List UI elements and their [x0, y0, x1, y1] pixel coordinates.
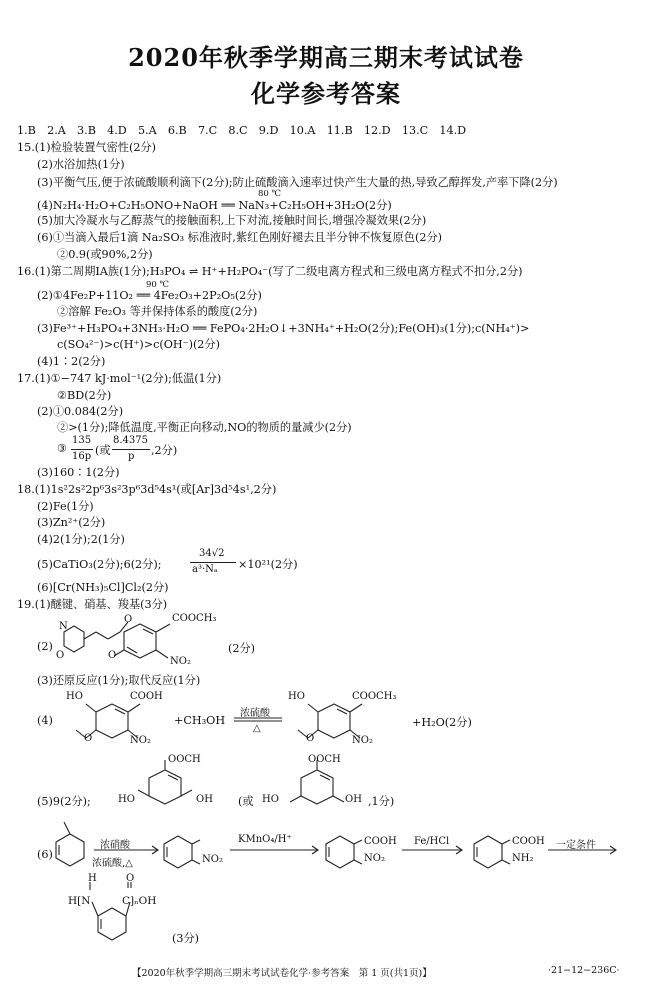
reactant-cooh-label: COOH	[130, 691, 163, 702]
q19-5-isomer-2	[262, 756, 372, 816]
q16-4: (4)1∶2(2分)	[37, 355, 106, 368]
q18-5-text: (5)CaTiO₃(2分);6(2分);	[37, 558, 162, 571]
q15-6b: ②0.9(或90%,2分)	[57, 248, 153, 261]
polymer-ring	[98, 908, 126, 940]
nitro-bond	[156, 650, 168, 658]
morpholine-n-label: N	[59, 621, 68, 632]
isomer1-oh-label: OH	[196, 794, 213, 805]
exam-title: 2020年秋季学期高三期末考试试卷	[128, 43, 524, 72]
footer-page-info: 【2020年秋季学期高三期末考试试卷化学·参考答案 第 1 页(共1页)】	[132, 968, 432, 979]
q17-1: 17.(1)①−747 kJ·mol⁻¹(2分);低温(1分)	[17, 372, 222, 385]
benzene-ring	[318, 704, 350, 738]
nitro-label-2: NO₂	[170, 656, 191, 667]
q19-5-isomer-1	[110, 756, 220, 816]
q18-5-end: ×10²¹(2分)	[238, 558, 298, 571]
polymer-left-label: H[N	[68, 895, 91, 907]
ester-bond	[350, 704, 362, 712]
q18-5-num: 34√2	[199, 548, 225, 559]
q16-2: (2)①4Fe₂P+11O₂ ══ 4Fe₂O₃+2P₂O₅(2分)	[37, 289, 262, 302]
q19-1: 19.(1)醚键、硝基、羧基(3分)	[17, 598, 168, 611]
ether-o-label: O	[124, 614, 133, 625]
q15-2: (2)水浴加热(1分)	[37, 158, 125, 171]
reactant-no2-label: NO₂	[130, 735, 151, 746]
q18-5-fracbar	[190, 562, 236, 563]
q18-1: 18.(1)1s²2s²2p⁶3s²3p⁶3d⁵4s¹(或[Ar]3d⁵4s¹,2分)	[17, 483, 277, 496]
polymer-h-label: H	[88, 873, 97, 884]
q19-3: (3)还原反应(1分);取代反应(1分)	[37, 674, 201, 687]
hydroxy-bond	[308, 704, 318, 712]
q17-2: (2)①0.084(2分)	[37, 405, 124, 418]
q18-3: (3)Zn²⁺(2分)	[37, 516, 106, 529]
reactant-o-label: O	[84, 733, 93, 744]
q15-3: (3)平衡气压,便于浓硫酸顺利滴下(2分);防止硫酸滴入速率过快产生大量的热,导致乙醇挥发,产率下降(2分)	[37, 176, 558, 189]
nitration-top-label: 浓硝酸	[100, 840, 130, 851]
product-ho-label: HO	[288, 691, 305, 702]
q17-2b: ②>(1分);降低温度,平衡正向移动,NO的物质的量减少(2分)	[57, 421, 352, 434]
q19-4-byproduct: +H₂O(2分)	[412, 716, 472, 729]
q15-5: (5)加大冷凝水与乙醇蒸气的接触面积,上下对流,接触时间长,增强冷凝效果(2分)	[37, 214, 427, 227]
isomer2-oh-label: OH	[345, 794, 362, 805]
q16-2-condition: 90 ℃	[146, 280, 170, 290]
isomer1-ho-label: HO	[118, 794, 135, 805]
q17-2c-den1: 16p	[72, 451, 92, 462]
q18-4: (4)2(1分);2(1分)	[37, 533, 125, 546]
ring-n-bond	[92, 902, 98, 916]
q19-4-cond-bottom: △	[253, 723, 261, 734]
nitrotoluene-ring	[164, 836, 192, 868]
mc-answers: 1.B 2.A 3.B 4.D 5.A 6.B 7.C 8.C 9.D 10.A 11.B 12.D 13.C 14.D	[17, 124, 467, 137]
kmno4-label: KMnO₄/H⁺	[238, 834, 292, 845]
q17-2c-prefix: ③	[57, 442, 68, 455]
propyl-bond-1	[84, 632, 96, 639]
product-cooch3-label: COOCH₃	[352, 691, 397, 702]
q19-6-score: (3分)	[172, 932, 200, 945]
nitrobenzoic-ring	[326, 836, 354, 868]
q16-3b: c(SO₄²⁻)>c(H⁺)>c(OH⁻)(2分)	[57, 338, 220, 351]
route-cooh-label-1: COOH	[364, 836, 397, 847]
polymer-o-label: O	[126, 873, 135, 884]
methoxy-o-label: O	[108, 650, 117, 661]
polymer-right-label: C]ₙOH	[122, 895, 157, 907]
benzene-ring	[149, 770, 181, 804]
fehcl-label: Fe/HCl	[414, 836, 450, 847]
benzene-ring	[124, 624, 156, 658]
product-no2-label: NO₂	[352, 735, 373, 746]
isomer2-ooch-label: OOCH	[308, 754, 341, 765]
route-cooh-label-2: COOH	[512, 836, 545, 847]
nitrotoluene-methyl-bond	[192, 840, 200, 844]
product-o-label: O	[306, 733, 315, 744]
q18-5-den: a³·Nₐ	[192, 564, 218, 575]
q15-4-condition: 80 ℃	[258, 189, 282, 199]
toluene-ring	[56, 834, 84, 866]
exam-subtitle: 化学参考答案	[251, 79, 401, 108]
q19-4-cond-top: 浓硫酸	[240, 708, 270, 719]
methyl-bond	[64, 822, 70, 834]
reactant-ho-label: HO	[66, 691, 83, 702]
ch2oh-bond-left	[290, 796, 301, 802]
q18-6: (6)[Cr(NH₃)₅Cl]Cl₂(2分)	[37, 581, 169, 594]
q16-3: (3)Fe³⁺+H₃PO₄+3NH₃·H₂O ══ FePO₄·2H₂O↓+3NH₄⁺+H₂O(2分);Fe(OH)₃(1分);c(NH₄⁺)>	[37, 322, 530, 335]
q18-2: (2)Fe(1分)	[37, 500, 94, 513]
aminobenzoic-cooh-bond	[502, 840, 510, 844]
q17-1b: ②BD(2分)	[57, 389, 112, 402]
ester-bond	[156, 624, 170, 632]
condition-label: 一定条件	[556, 840, 596, 851]
q16-2b: ②溶解 Fe₂O₃ 等并保持体系的酸度(2分)	[57, 305, 258, 318]
benzene-ring	[96, 704, 128, 738]
route-nh2-label: NH₂	[512, 853, 534, 864]
q19-5-label: (5)9(2分);	[37, 795, 91, 808]
morpholine-o-label: O	[56, 650, 65, 661]
aminobenzoic-ring	[474, 836, 502, 868]
q15-1: 15.(1)检验装置气密性(2分)	[17, 141, 156, 154]
q17-2c-fracbar2	[112, 449, 150, 450]
q15-4: (4)N₂H₄·H₂O+C₂H₅ONO+NaOH ══ NaN₃+C₂H₅OH+3H₂O(2分)	[37, 199, 392, 212]
q17-2c-den2: p	[128, 451, 135, 462]
ch2oh-bond-right	[333, 796, 344, 802]
q19-4-label: (4)	[37, 714, 53, 727]
nitrobenzoic-cooh-bond	[354, 840, 362, 844]
q17-2c-num1: 135	[72, 435, 92, 446]
q16-1: 16.(1)第二周期ⅠA族(1分);H₃PO₄ ⇌ H⁺+H₂PO₄⁻(写了二级电离方程式和三级电离方程式不扣分,2分)	[17, 265, 523, 278]
q17-3: (3)160∶1(2分)	[37, 466, 120, 479]
benzene-ring	[301, 770, 333, 804]
route-no2-label-2: NO₂	[364, 853, 385, 864]
q19-6-label: (6)	[37, 848, 53, 861]
nitrotoluene-nitro-bond	[192, 860, 200, 864]
propyl-bond-2	[96, 632, 108, 639]
q17-2c-num2: 8.4375	[113, 435, 148, 446]
q19-5-or: (或	[238, 795, 254, 808]
q19-2-label: (2)	[37, 640, 53, 653]
isomer1-ooch-label: OOCH	[168, 754, 201, 765]
hydroxy-bond	[86, 704, 96, 712]
q17-2c-mid: (或	[95, 444, 111, 457]
nitrobenzoic-no2-bond	[354, 860, 362, 864]
isomer2-ho-label: HO	[262, 794, 279, 805]
aminobenzoic-nh2-bond	[502, 860, 510, 864]
nitration-bottom-label: 浓硫酸,△	[92, 858, 133, 869]
propyl-bond-3	[108, 632, 120, 639]
q17-2c-fracbar1	[71, 449, 93, 450]
ester-label: COOCH₃	[172, 613, 217, 624]
q19-6-route	[50, 818, 620, 878]
ch2oh-bond-right	[181, 790, 192, 796]
carboxyl-bond	[128, 704, 140, 712]
q19-5-end: ,1分)	[368, 795, 395, 808]
route-no2-label-1: NO₂	[202, 854, 223, 865]
q15-6: (6)①当滴入最后1滴 Na₂SO₃ 标准液时,紫红色刚好褪去且半分钟不恢复原色(2分)	[37, 231, 442, 244]
footer-code: ·21−12−236C·	[548, 965, 620, 976]
q19-4-plus-methanol: +CH₃OH	[174, 714, 226, 727]
ch2oh-bond-left	[138, 790, 149, 796]
q19-2-score: (2分)	[228, 642, 256, 655]
q19-6-polymer	[70, 872, 180, 944]
q17-2c-end: ,2分)	[151, 444, 178, 457]
